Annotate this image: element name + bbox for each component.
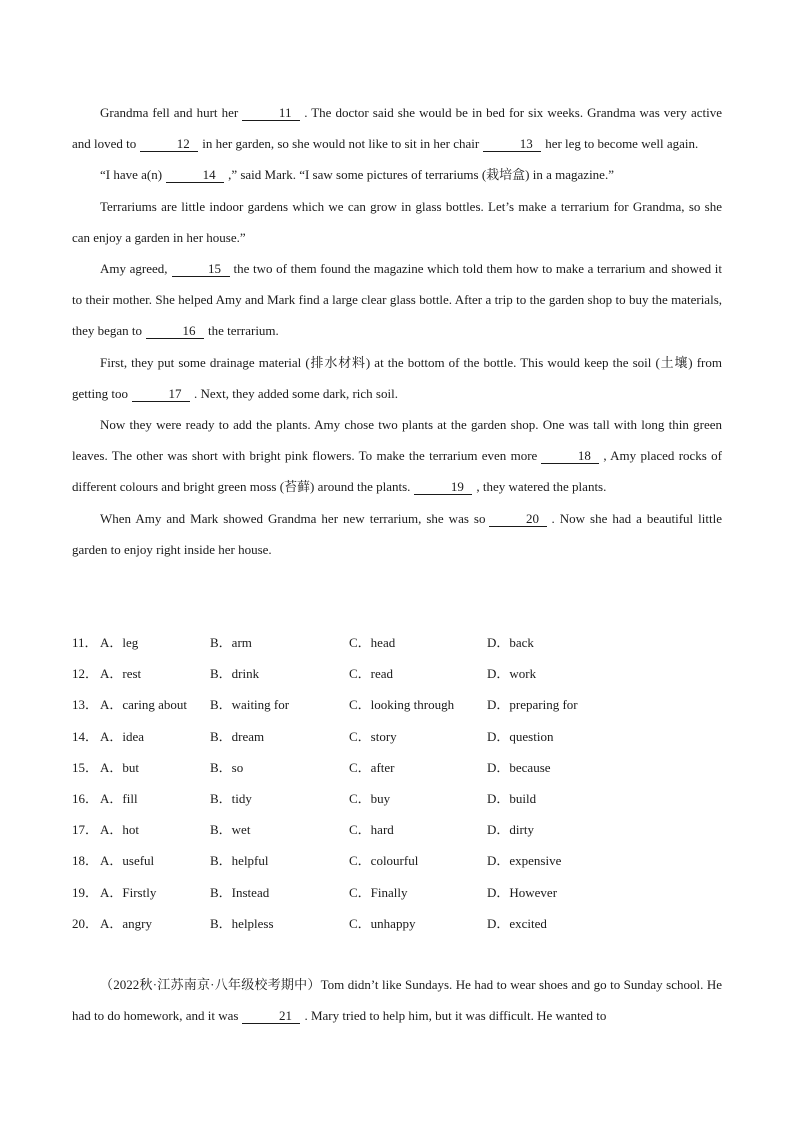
question-number: 15．: [72, 759, 99, 775]
text: in her garden, so she would not like to sit in her chair: [202, 136, 480, 152]
option-c: C．read: [349, 666, 394, 682]
option-b: B．waiting for: [210, 697, 290, 713]
option-a: A．leg: [100, 635, 139, 650]
text: First, they put some drainage material (排水材料) at the bottom of the bottle. This would keep the soil (土壤) from getting too: [72, 354, 722, 401]
option-d: D．excited: [487, 915, 547, 931]
question-row: [72, 627, 722, 658]
option-c: C．after: [349, 759, 395, 775]
option-b: B．tidy: [210, 790, 252, 806]
question-row: [72, 814, 722, 845]
option-d: D．question: [487, 728, 554, 744]
option-a: A．Firstly: [100, 884, 157, 900]
option-b: B．wet: [210, 822, 251, 838]
question-number: 18．: [72, 853, 99, 869]
question-number: 13．: [72, 697, 99, 713]
text: . Now she had a beautiful little garden to enjoy right inside her house.: [72, 510, 722, 557]
question-number: 14．: [72, 728, 99, 744]
text: . Next, they added some dark, rich soil.: [193, 385, 398, 401]
text: , Amy placed rocks of different colours and bright green moss (苔藓) around the plants.: [72, 448, 722, 495]
text: Terrariums are little indoor gardens which we can grow in glass bottles. Let’s make a terrarium for Grandma, so she can enjoy a garden in her house.”: [72, 198, 722, 245]
question-row: [72, 783, 722, 814]
text: . Mary tried to help him, but it was difficult. He wanted to: [304, 1008, 607, 1024]
blank-21: 21: [242, 1009, 300, 1024]
option-a: A．rest: [100, 666, 142, 682]
paragraph-1: [72, 97, 722, 159]
option-d: D．expensive: [487, 853, 562, 869]
option-d: D．dirty: [487, 822, 534, 838]
text: Now they were ready to add the plants. Amy chose two plants at the garden shop. One was tall with long thin green leaves. The other was short with bright pink flowers. To make the terrarium even more: [72, 417, 722, 464]
paragraph-5: [72, 347, 722, 409]
option-a: A．useful: [100, 853, 155, 869]
option-a: A．hot: [100, 822, 140, 838]
paragraph-7: [72, 503, 722, 565]
blank-13: 13: [483, 137, 541, 152]
paragraph-next: [72, 969, 722, 1031]
blank-15: 15: [172, 262, 230, 277]
text: , they watered the plants.: [476, 479, 607, 495]
blank-17: 17: [132, 387, 190, 402]
paragraph-4: [72, 253, 722, 347]
option-c: C．story: [349, 728, 397, 744]
text: . The doctor said she would be in bed for six weeks. Grandma was very active and loved to: [72, 105, 722, 152]
option-c: C．unhappy: [349, 915, 416, 931]
option-b: B．drink: [210, 666, 260, 682]
option-b: B．helpless: [210, 915, 274, 931]
answer-options: [72, 627, 722, 939]
option-d: D．build: [487, 790, 537, 806]
cloze-passage: [72, 97, 722, 565]
blank-16: 16: [146, 324, 204, 339]
option-c: C．Finally: [349, 884, 408, 900]
text: her leg to become well again.: [545, 136, 699, 152]
blank-20: 20: [489, 512, 547, 527]
option-c: C．hard: [349, 822, 394, 838]
option-d: D．back: [487, 635, 534, 650]
option-c: C．colourful: [349, 853, 419, 869]
blank-19: 19: [414, 480, 472, 495]
text: ,” said Mark. “I saw some pictures of terrariums (栽培盒) in a magazine.”: [228, 167, 614, 183]
option-d: D．However: [487, 884, 558, 900]
text: Amy agreed,: [100, 261, 168, 277]
option-b: B．Instead: [210, 884, 270, 900]
question-row: [72, 752, 722, 783]
question-row: [72, 877, 722, 908]
blank-14: 14: [166, 168, 224, 183]
option-b: B．dream: [210, 728, 265, 744]
question-row: [72, 689, 722, 720]
option-b: B．arm: [210, 635, 252, 650]
text: Tom didn’t like Sundays. He had to wear shoes and go to Sunday school. He had to do homework, and it was: [72, 977, 722, 1024]
question-row: [72, 658, 722, 689]
text: “I have a(n): [100, 167, 163, 183]
option-a: A．but: [100, 759, 140, 775]
question-row: [72, 845, 722, 876]
option-c: C．buy: [349, 790, 391, 806]
paragraph-3: [72, 191, 722, 253]
question-number: 20．: [72, 915, 99, 931]
question-number: 17．: [72, 822, 99, 838]
question-number: 19．: [72, 884, 99, 900]
option-c: C．head: [349, 635, 396, 650]
option-d: D．because: [487, 759, 551, 775]
blank-11: 11: [242, 106, 300, 121]
text: When Amy and Mark showed Grandma her new terrarium, she was so: [100, 510, 486, 526]
source-note: （2022秋·江苏南京·八年级校考期中）: [100, 977, 321, 992]
next-passage: [72, 969, 722, 1031]
option-b: B．so: [210, 759, 244, 775]
question-number: 12．: [72, 666, 99, 682]
option-d: D．preparing for: [487, 697, 578, 713]
option-c: C．looking through: [349, 697, 455, 713]
paragraph-2: [72, 159, 722, 190]
paragraph-6: [72, 409, 722, 503]
text: Grandma fell and hurt her: [100, 105, 239, 120]
text: the two of them found the magazine which told them how to make a terrarium and showed it to their mother. She helped Amy and Mark find a large clear glass bottle. After a trip to the garden shop to buy the materials, they began to: [72, 261, 723, 339]
question-number: 11．: [72, 635, 98, 650]
question-number: 16．: [72, 790, 99, 806]
option-b: B．helpful: [210, 853, 269, 869]
option-a: A．caring about: [100, 697, 188, 713]
blank-18: 18: [541, 449, 599, 464]
option-d: D．work: [487, 666, 537, 682]
option-a: A．idea: [100, 728, 145, 744]
question-row: [72, 721, 722, 752]
option-a: A．angry: [100, 915, 152, 931]
blank-12: 12: [140, 137, 198, 152]
option-a: A．fill: [100, 790, 138, 806]
text: the terrarium.: [208, 323, 279, 339]
question-row: [72, 908, 722, 939]
